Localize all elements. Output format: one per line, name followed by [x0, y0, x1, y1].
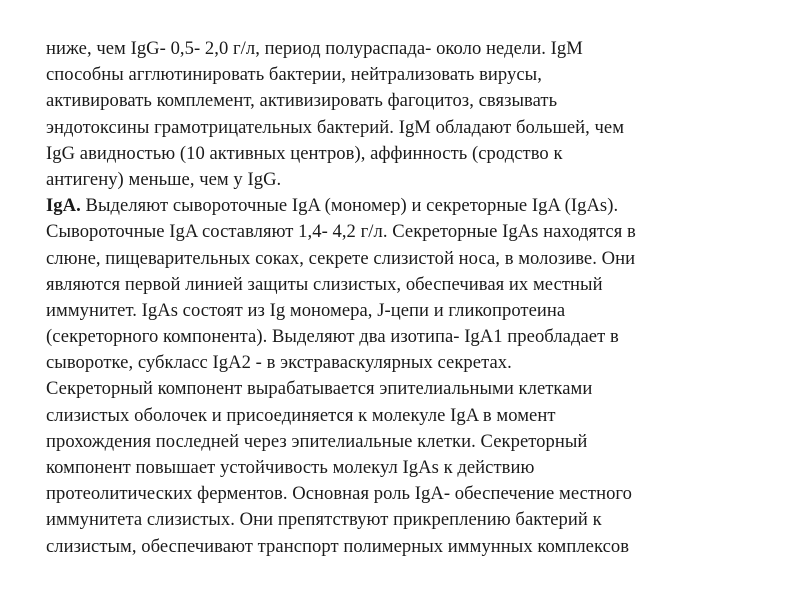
text-line: иммунитета слизистых. Они препятствуют прикреплению бактерий к	[46, 509, 602, 531]
text-line: компонент повышает устойчивость молекул IgAs к действию	[46, 457, 535, 478]
text-line: активировать комплемент, активизировать фагоцитоз, связывать	[46, 90, 558, 112]
text-line: слизистым, обеспечивают транспорт полимерных иммунных комплексов	[46, 535, 630, 557]
text-line: иммунитет. IgAs состоят из Ig мономера, J-цепи и гликопротеина	[46, 299, 566, 321]
text-line: Секреторный компонент вырабатывается эпителиальными клетками	[46, 378, 593, 400]
text-line: эндотоксины грамотрицательных бактерий. IgM обладают большей, чем	[46, 116, 625, 138]
text-line: слизистых оболочек и присоединяется к молекуле IgA в момент	[46, 404, 556, 426]
text-line: ниже, чем IgG- 0,5- 2,0 г/л, период полураспада- около недели. IgM	[46, 38, 583, 59]
text-line: Сывороточные IgA составляют 1,4- 4,2 г/л. Секреторные IgAs находятся в	[46, 221, 636, 243]
text-line: протеолитических ферментов. Основная роль IgA- обеспечение местного	[46, 483, 632, 505]
text-line: прохождения последней через эпителиальные клетки. Секреторный	[46, 430, 588, 452]
iga-heading-line	[46, 193, 766, 219]
text-line: слюне, пищеварительных соках, секрете слизистой носа, в молозиве. Они	[46, 247, 636, 269]
iga-heading: IgA.	[46, 195, 81, 217]
text-line: способны агглютинировать бактерии, нейтрализовать вирусы,	[46, 64, 542, 86]
text-line: (секреторного компонента). Выделяют два изотипа- IgA1 преобладает в	[46, 326, 619, 348]
text-line: IgG авидностью (10 активных центров), аффинность (сродство к	[46, 142, 563, 164]
iga-heading-rest: Выделяют сывороточные IgA (мономер) и секреторные IgA (IgAs).	[80, 195, 619, 217]
text-line: являются первой линией защиты слизистых, обеспечивая их местный	[46, 273, 603, 295]
body-text	[46, 36, 766, 560]
text-line: антигену) меньше, чем у IgG.	[46, 168, 282, 190]
text-line: сыворотке, субкласс IgA2 - в экстраваскулярных секретах.	[46, 352, 512, 374]
